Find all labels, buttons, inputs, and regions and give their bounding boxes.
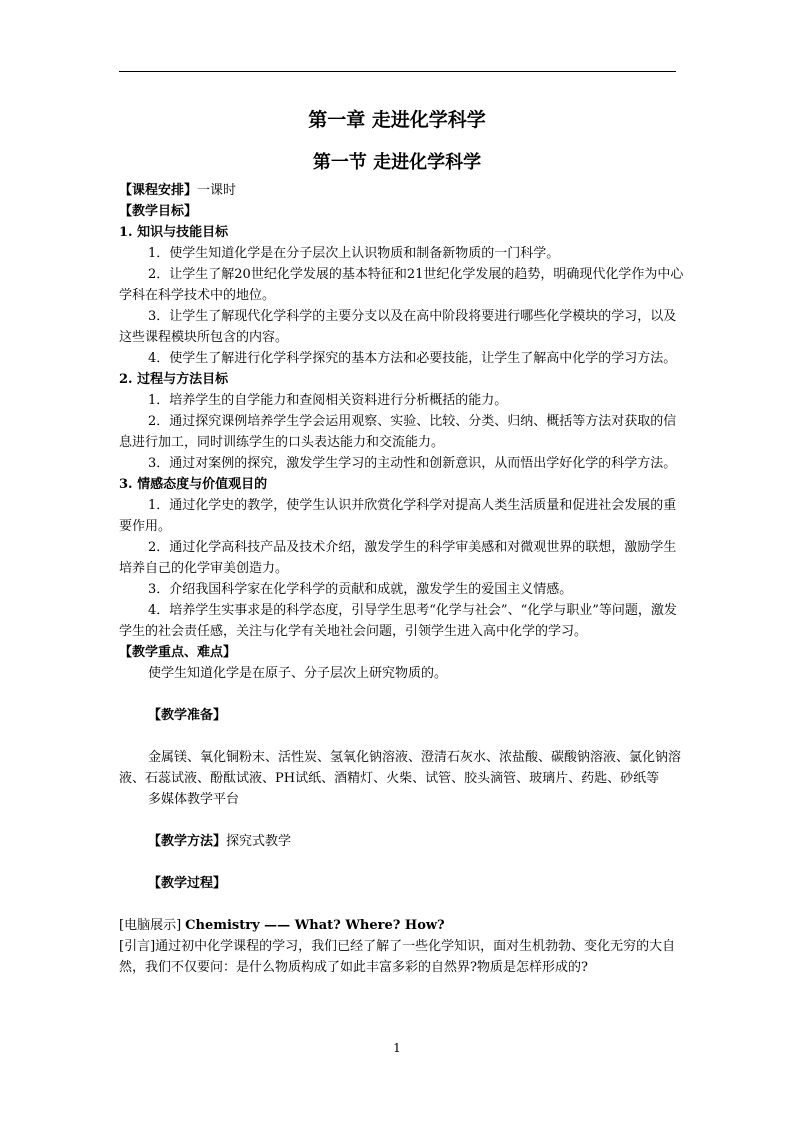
process-heading: 【教学过程】 bbox=[148, 876, 227, 891]
goal3-title: 3. 情感态度与价值观目的 bbox=[119, 477, 268, 492]
header-rule bbox=[119, 71, 676, 72]
display-text: Chemistry —— What? Where? How? bbox=[185, 918, 445, 933]
schedule-label: 【课程安排】 bbox=[119, 183, 198, 198]
schedule-line bbox=[119, 180, 684, 201]
goal3-item: 2．通过化学高科技产品及技术介绍，激发学生的科学审美感和对微观世界的联想，激励学生培养自己的化学审美创造力。 bbox=[119, 540, 677, 576]
goal3-item: 1．通过化学史的教学，使学生认识并欣赏化学科学对提高人类生活质量和促进社会发展的重要作用。 bbox=[119, 498, 677, 534]
goal3-item: 3．介绍我国科学家在化学科学的贡献和成就，激发学生的爱国主义情感。 bbox=[148, 582, 573, 597]
intro-text: 通过初中化学课程的学习，我们已经了解了一些化学知识，面对生机勃勃、变化无穷的大自然，我们不仅要问：是什么物质构成了如此丰富多彩的自然界?物质是怎样形成的? bbox=[119, 939, 676, 975]
prep-platform: 多媒体教学平台 bbox=[148, 792, 240, 807]
page-number: 1 bbox=[393, 1041, 401, 1055]
display-line bbox=[119, 915, 684, 936]
method-line bbox=[119, 831, 684, 852]
section-title: 第一节 走进化学科学 bbox=[312, 152, 482, 173]
goal3-item: 4．培养学生实事求是的科学态度，引导学生思考“化学与社会”、“化学与职业”等问题，激发学生的社会责任感，关注与化学有关地社会问题，引领学生进入高中化学的学习。 bbox=[119, 603, 677, 639]
document-body bbox=[119, 180, 684, 978]
goal2-title: 2. 过程与方法目标 bbox=[119, 372, 229, 387]
goal1-item: 4．使学生了解进行化学科学探究的基本方法和必要技能，让学生了解高中化学的学习方法。 bbox=[148, 351, 677, 366]
goal2-item: 2．通过探究课例培养学生学会运用观察、实验、比较、分类、归纳、概括等方法对获取的信息进行加工，同时训练学生的口头表达能力和交流能力。 bbox=[119, 414, 677, 450]
intro-tag: [引言] bbox=[119, 939, 156, 954]
display-tag: [电脑展示] bbox=[119, 918, 182, 933]
prep-heading: 【教学准备】 bbox=[148, 708, 227, 723]
schedule-value: 一课时 bbox=[197, 183, 237, 198]
method-value: 探究式教学 bbox=[226, 834, 292, 849]
method-label: 【教学方法】 bbox=[148, 834, 227, 849]
goal1-item: 2．让学生了解20世纪化学发展的基本特征和21世纪化学发展的趋势，明确现代化学作为中心学科在科学技术中的地位。 bbox=[119, 267, 684, 303]
goal1-item: 1．使学生知道化学是在分子层次上认识物质和制备新物质的一门科学。 bbox=[148, 246, 560, 261]
goal1-item: 3．让学生了解现代化学科学的主要分支以及在高中阶段将要进行哪些化学模块的学习，以及这些课程模块所包含的内容。 bbox=[119, 309, 677, 345]
chapter-title: 第一章 走进化学科学 bbox=[308, 109, 486, 131]
goals-heading: 【教学目标】 bbox=[119, 204, 198, 219]
key-points-heading: 【教学重点、难点】 bbox=[119, 645, 237, 660]
intro-line bbox=[119, 936, 684, 978]
goal2-item: 1．培养学生的自学能力和查阅相关资料进行分析概括的能力。 bbox=[148, 393, 508, 408]
goal1-title: 1. 知识与技能目标 bbox=[119, 225, 229, 240]
prep-materials: 金属镁、氧化铜粉末、活性炭、氢氧化钠溶液、澄清石灰水、浓盐酸、碳酸钠溶液、氯化钠溶液、石蕊试液、酚酞试液、PH试纸、酒精灯、火柴、试管、胶头滴管、玻璃片、药匙、砂纸等 bbox=[119, 750, 682, 786]
key-points-text: 使学生知道化学是在原子、分子层次上研究物质的。 bbox=[148, 666, 448, 681]
goal2-item: 3．通过对案例的探究，激发学生学习的主动性和创新意识，从而悟出学好化学的科学方法。 bbox=[148, 456, 677, 471]
